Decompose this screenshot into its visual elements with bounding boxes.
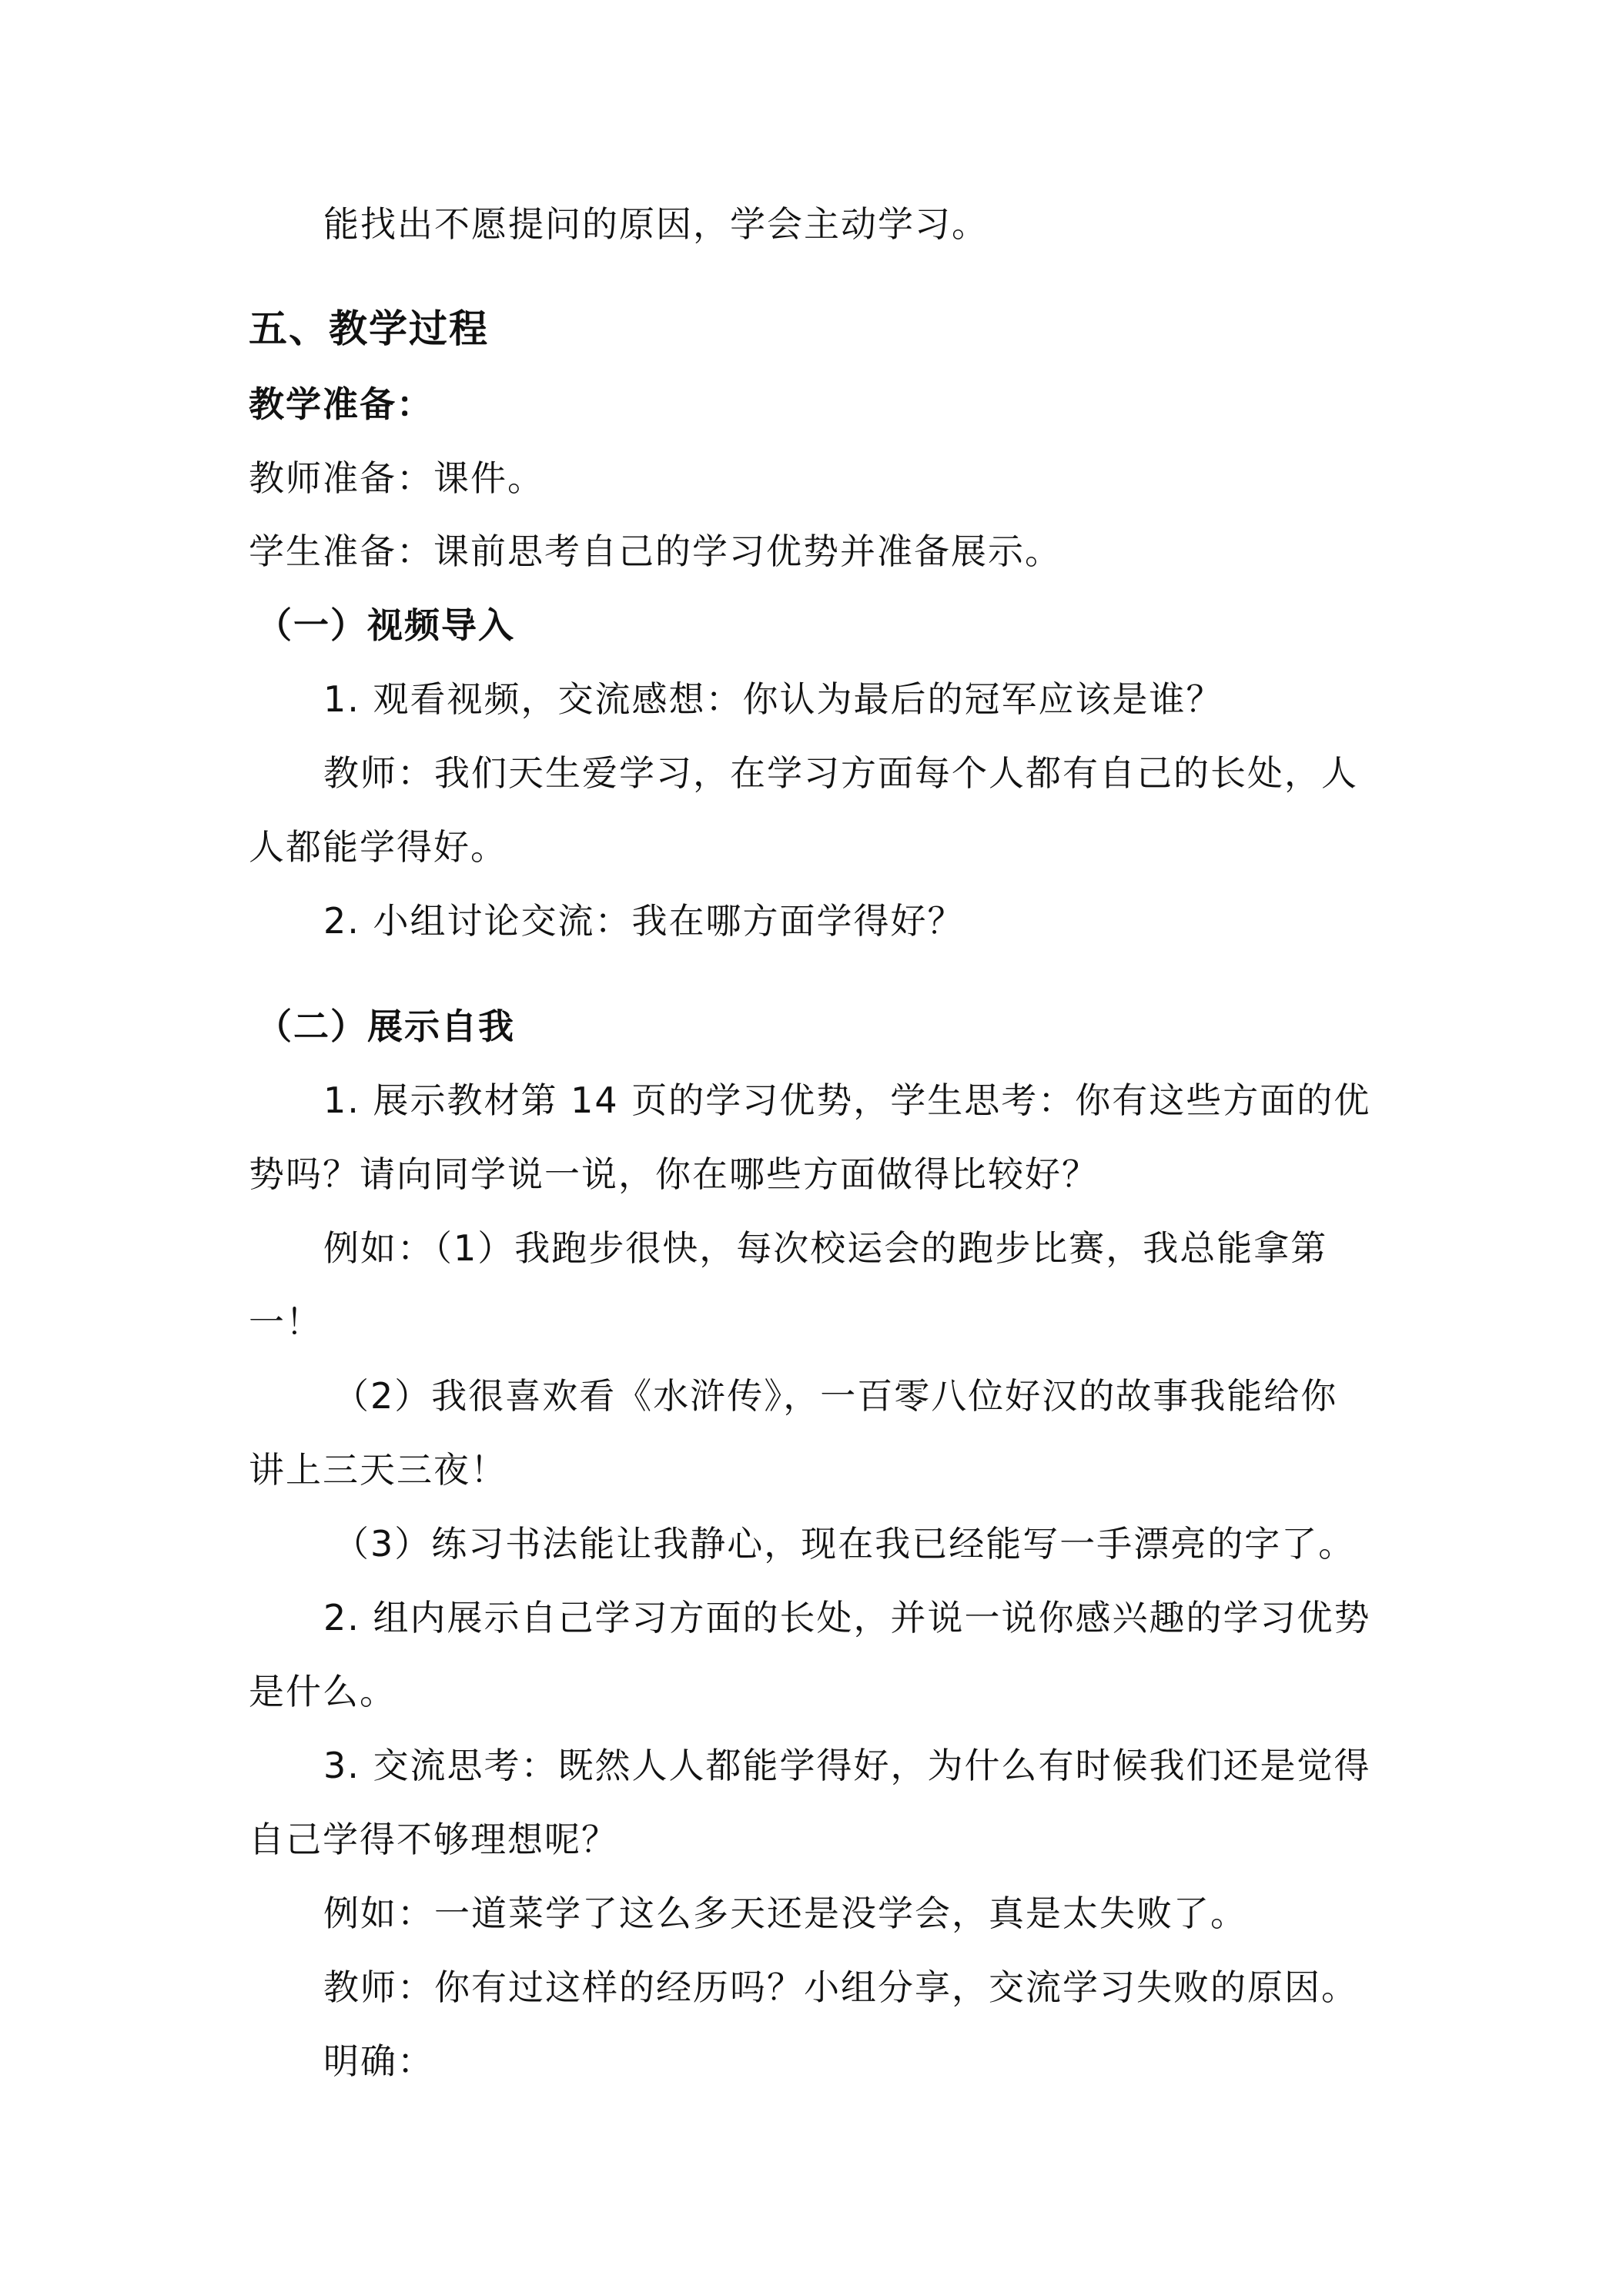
- paragraph: 1. 观看视频，交流感想：你认为最后的冠军应该是谁？: [323, 678, 1223, 720]
- paragraph: 能找出不愿提问的原因，学会主动学习。: [323, 203, 989, 245]
- paragraph: 3. 交流思考：既然人人都能学得好，为什么有时候我们还是觉得: [323, 1745, 1371, 1786]
- paragraph: 例如：一道菜学了这么多天还是没学会，真是太失败了。: [323, 1893, 1247, 1934]
- part1-heading: （一）视频导入: [256, 604, 515, 646]
- section-title: 五、教学过程: [249, 306, 489, 351]
- paragraph: 人都能学得好。: [249, 826, 507, 868]
- student-prep: 学生准备：课前思考自己的学习优势并准备展示。: [249, 530, 1062, 572]
- paragraph: （2）我很喜欢看《水浒传》，一百零八位好汉的故事我能给你: [333, 1375, 1338, 1417]
- paragraph: 一！: [249, 1301, 323, 1343]
- paragraph: 自己学得不够理想呢？: [249, 1819, 618, 1860]
- part2-heading: （二）展示自我: [256, 1006, 515, 1047]
- paragraph: 势吗？请向同学说一说，你在哪些方面做得比较好？: [249, 1153, 1099, 1195]
- paragraph: 教师：我们天生爱学习，在学习方面每个人都有自己的长处，人: [323, 752, 1358, 794]
- paragraph: 明确：: [323, 2040, 434, 2082]
- paragraph: 教师：你有过这样的经历吗？小组分享，交流学习失败的原因。: [323, 1966, 1358, 2008]
- paragraph: （3）练习书法能让我静心，现在我已经能写一手漂亮的字了。: [333, 1523, 1356, 1565]
- prep-heading: 教学准备：: [249, 383, 433, 425]
- paragraph: 讲上三天三夜！: [249, 1449, 507, 1491]
- paragraph: 2. 小组讨论交流：我在哪方面学得好？: [323, 900, 965, 942]
- paragraph: 1. 展示教材第 14 页的学习优势，学生思考：你有这些方面的优: [323, 1079, 1371, 1121]
- paragraph: 例如：（1）我跑步很快，每次校运会的跑步比赛，我总能拿第: [323, 1227, 1328, 1269]
- teacher-prep: 教师准备：课件。: [249, 457, 544, 499]
- paragraph: 2. 组内展示自己学习方面的长处，并说一说你感兴趣的学习优势: [323, 1597, 1371, 1638]
- paragraph: 是什么。: [249, 1671, 397, 1712]
